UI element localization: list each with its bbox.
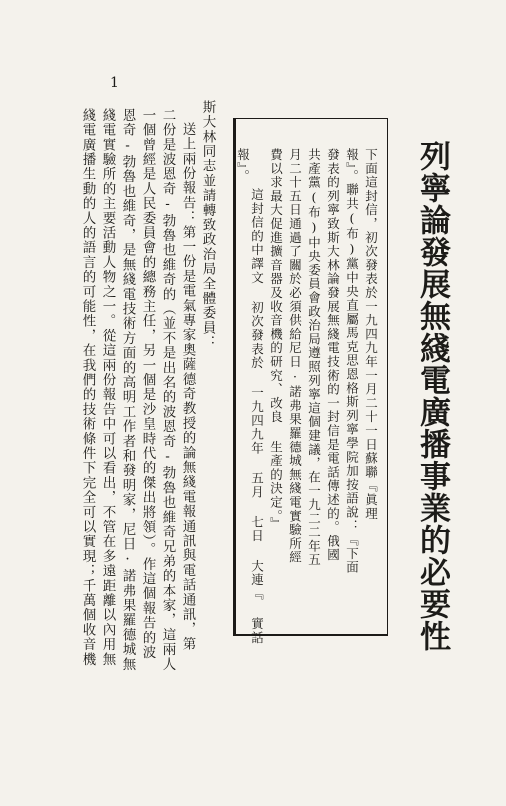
editor-note-line: 這封信的中譯文 初次發表於 一九四九年 五月 七日 大連『 實話 [249, 188, 265, 645]
editor-note-line: 費以求最大促進擴音器及收音機的研究、改良 生產的決定。』 [268, 148, 284, 531]
editor-note-line: 報』。聯共(布)黨中央直屬馬克思恩格斯列寧學院加按語說：『下面 [344, 148, 360, 575]
letter-body-line: 綫電廣播生動的人的語言的可能性，在我們的技術條件下完全可以實現；千萬個收音機 [79, 108, 96, 667]
editor-note-line: 共產黨(布)中央委員會政治局遵照列寧這個建議，在一九二二年五 [306, 148, 322, 567]
page-number: 1 [110, 75, 119, 91]
letter-body-line: 送上兩份報告：第一份是電氣專家奧薩德奇教授的論無綫電報通訊與電話通訊，第 [179, 122, 196, 652]
editor-note-line: 報』。 [235, 148, 251, 184]
article-title: 列寧論發展無綫電廣播事業的必要性 [414, 140, 450, 652]
letter-body-line: 二份是波恩奇-勃魯也維奇的（並不是出名的波恩奇-勃魯也維奇兄弟的本家，這兩人 [159, 108, 176, 672]
editor-note-line: 下面這封信，初次發表於一九四九年一月二十一日蘇聯『眞理 [363, 148, 379, 521]
letter-salutation: 斯大林同志並請轉致政治局全體委員： [199, 100, 216, 350]
editor-note-line: 發表的列寧致斯大林論發展無綫電技術的一封信是電話傳述的。俄國 [325, 148, 341, 562]
editor-note-line: 月二十五日通過了關於必須供給尼日·諾弗果羅德城無綫電實驗所經 [287, 148, 303, 565]
letter-body-line: 綫電實驗所的主要活動人物之一。從這兩份報告中可以看出，不管在多遠距離以內用無 [99, 108, 116, 667]
letter-body-line: 恩奇-勃魯也維奇，是無綫電技術方面的高明工作者和發明家，尼日·諾弗果羅德城無 [119, 108, 136, 672]
letter-body-line: 一個曾經是人民委員會的總務主任，另一個是沙皇時代的傑出將領）。作這個報告的波 [139, 108, 156, 660]
